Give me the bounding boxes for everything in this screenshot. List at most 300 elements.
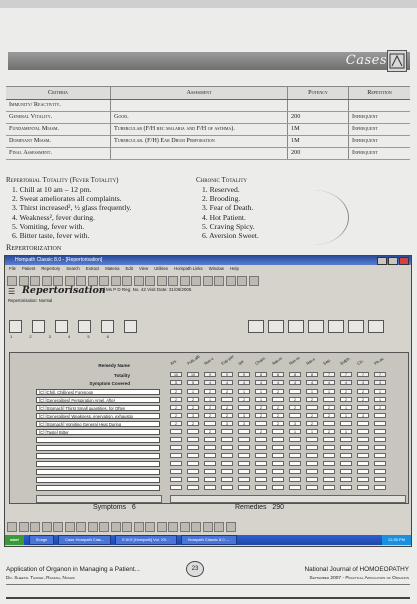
- grade-cell[interactable]: [374, 485, 386, 490]
- grade-cell[interactable]: [306, 453, 318, 458]
- grade-cell[interactable]: 2: [272, 389, 284, 394]
- grade-cell[interactable]: [289, 437, 301, 442]
- toolbar-tool-icon[interactable]: [122, 276, 132, 286]
- remedy-name-label: Remedy Name: [98, 363, 130, 368]
- grade-cell[interactable]: [357, 437, 369, 442]
- action-button[interactable]: [55, 320, 68, 333]
- grade-cell[interactable]: [187, 437, 199, 442]
- grade-cell[interactable]: [323, 421, 335, 426]
- grade-cell[interactable]: [221, 445, 233, 450]
- remedies-summary: Remedies 290: [235, 504, 285, 511]
- grade-cell[interactable]: [323, 397, 335, 402]
- grade-cell[interactable]: [170, 477, 182, 482]
- menu-item[interactable]: Search: [66, 266, 80, 271]
- grade-cell[interactable]: [357, 461, 369, 466]
- grade-cell[interactable]: [374, 437, 386, 442]
- start-button[interactable]: start: [5, 535, 24, 545]
- toolbar-tool-icon[interactable]: [191, 276, 201, 286]
- grade-cell[interactable]: [340, 469, 352, 474]
- grade-cell[interactable]: [306, 437, 318, 442]
- empty-rubric-row[interactable]: [36, 461, 160, 467]
- grade-cell[interactable]: [374, 469, 386, 474]
- empty-rubric-row[interactable]: [36, 477, 160, 483]
- criteria-cell: 1M: [288, 136, 349, 148]
- grade-cell[interactable]: 2: [357, 397, 369, 402]
- patient-meta: Of Ms P D Reg. No. 42 Visit Date: 31/08/2006: [100, 287, 192, 292]
- grade-cell[interactable]: [272, 477, 284, 482]
- remedy-column-header[interactable]: Cic.: [356, 357, 365, 366]
- top-band: [0, 0, 417, 8]
- footer-rule: [6, 584, 410, 585]
- col-assesment: Assesment: [111, 87, 288, 100]
- grade-cell[interactable]: [323, 477, 335, 482]
- col-repetition: Repetition: [349, 87, 411, 100]
- grade-cell[interactable]: 1: [340, 405, 352, 410]
- grade-cell[interactable]: [204, 421, 216, 426]
- grade-cell[interactable]: [170, 445, 182, 450]
- remedy-column-header[interactable]: Nat-m: [271, 355, 283, 366]
- bottom-tool-icon[interactable]: [180, 522, 190, 532]
- grade-cell[interactable]: [323, 445, 335, 450]
- bottom-tool-icon[interactable]: [111, 522, 121, 532]
- close-button[interactable]: [399, 257, 409, 265]
- covered-cell: 5: [170, 380, 182, 385]
- grade-cell[interactable]: [272, 437, 284, 442]
- grade-cell[interactable]: 2: [306, 421, 318, 426]
- grade-cell[interactable]: [221, 429, 233, 434]
- grade-cell[interactable]: 2: [238, 397, 250, 402]
- grade-cell[interactable]: 1: [340, 429, 352, 434]
- grade-cell[interactable]: [238, 469, 250, 474]
- bottom-tool-icon[interactable]: [226, 522, 236, 532]
- grade-cell[interactable]: 2: [289, 397, 301, 402]
- bottom-tool-icon[interactable]: [76, 522, 86, 532]
- grade-cell[interactable]: [255, 485, 267, 490]
- grade-cell[interactable]: [255, 453, 267, 458]
- grade-cell[interactable]: 2: [204, 405, 216, 410]
- menu-item[interactable]: Utilities: [154, 266, 169, 271]
- remedy-column-header[interactable]: Sep.: [322, 357, 332, 366]
- grade-cell[interactable]: [221, 461, 233, 466]
- grade-cell[interactable]: 3: [221, 421, 233, 426]
- grade-cell[interactable]: 1: [255, 397, 267, 402]
- bottom-tool-icon[interactable]: [42, 522, 52, 532]
- grade-cell[interactable]: 2: [323, 413, 335, 418]
- grade-cell[interactable]: [306, 469, 318, 474]
- grade-cell[interactable]: [357, 445, 369, 450]
- grid-tool-button[interactable]: [248, 320, 264, 333]
- grade-cell[interactable]: [187, 461, 199, 466]
- grade-cell[interactable]: [255, 469, 267, 474]
- grade-cell[interactable]: [204, 445, 216, 450]
- toolbar-tool-icon[interactable]: [157, 276, 167, 286]
- bottom-tool-icon[interactable]: [145, 522, 155, 532]
- grade-cell[interactable]: [374, 453, 386, 458]
- grade-cell[interactable]: [289, 469, 301, 474]
- grade-cell[interactable]: 2: [374, 405, 386, 410]
- menu-icon[interactable]: ☰: [8, 287, 16, 296]
- grade-cell[interactable]: 2: [340, 397, 352, 402]
- grade-cell[interactable]: [221, 485, 233, 490]
- criteria-cell: [111, 100, 288, 112]
- grade-cell[interactable]: [357, 485, 369, 490]
- action-button[interactable]: [101, 320, 114, 333]
- grade-cell[interactable]: [289, 453, 301, 458]
- grade-cell[interactable]: [238, 485, 250, 490]
- taskbar-task[interactable]: E:\KS [Hompath] Vol. XX...: [115, 535, 176, 545]
- bottom-tool-icon[interactable]: [30, 522, 40, 532]
- bottom-tool-icon[interactable]: [168, 522, 178, 532]
- remedy-column-header[interactable]: Nux-m: [288, 355, 301, 366]
- bottom-tool-icon[interactable]: [203, 522, 213, 532]
- remedy-column-header[interactable]: Sulph.: [339, 355, 352, 366]
- grade-cell[interactable]: [323, 437, 335, 442]
- grade-cell[interactable]: [255, 437, 267, 442]
- grade-cell[interactable]: [204, 477, 216, 482]
- grade-cell[interactable]: [374, 421, 386, 426]
- grade-cell[interactable]: [323, 469, 335, 474]
- remedy-column-header[interactable]: Ph-ac: [373, 355, 385, 366]
- grade-cell[interactable]: [340, 421, 352, 426]
- criteria-cell: Tubercular. (F/H) Ear Drum Perforation: [111, 136, 288, 148]
- grade-cell[interactable]: [306, 477, 318, 482]
- grade-cell[interactable]: [204, 461, 216, 466]
- grade-cell[interactable]: [170, 485, 182, 490]
- grade-cell[interactable]: [204, 437, 216, 442]
- grid-tool-button[interactable]: [288, 320, 304, 333]
- bottom-tool-icon[interactable]: [88, 522, 98, 532]
- toolbar-tool-icon[interactable]: [180, 276, 190, 286]
- grade-cell[interactable]: [187, 445, 199, 450]
- panel-title: Repertorisation: [22, 285, 106, 296]
- grade-cell[interactable]: [374, 445, 386, 450]
- grade-cell[interactable]: 1: [204, 397, 216, 402]
- remedy-column-header[interactable]: Cham.: [254, 355, 267, 366]
- grade-cell[interactable]: [238, 461, 250, 466]
- grade-cell[interactable]: [255, 421, 267, 426]
- toolbar-tool-icon[interactable]: [7, 276, 17, 286]
- bottom-tool-icon[interactable]: [65, 522, 75, 532]
- grade-cell[interactable]: 2: [255, 413, 267, 418]
- grade-cell[interactable]: [221, 397, 233, 402]
- grade-cell[interactable]: 2: [272, 413, 284, 418]
- menu-item[interactable]: Hompath Links: [174, 266, 203, 271]
- footer-issue: September 2007 - Practical Application of Organon: [309, 576, 409, 581]
- rubric-scrollbar[interactable]: [36, 495, 162, 503]
- action-button[interactable]: [78, 320, 91, 333]
- grade-cell[interactable]: [238, 429, 250, 434]
- chronic-totality-title: Chronic Totality: [196, 176, 247, 184]
- software-screenshot: [4, 255, 412, 547]
- grade-cell[interactable]: [289, 485, 301, 490]
- action-button[interactable]: [9, 320, 22, 333]
- decorative-arc: [278, 190, 349, 245]
- rubric-row[interactable]: [C] [Generalities] Weakness, enervation, exhaustio: [36, 413, 160, 419]
- grade-cell[interactable]: 2: [323, 405, 335, 410]
- rubric-row[interactable]: [C] [Generalities] Perspiration Amel. After: [36, 397, 160, 403]
- window-title: Hompath Classic 8.0 - [Repertorisation]: [15, 257, 103, 263]
- grade-cell[interactable]: 2: [204, 429, 216, 434]
- grade-cell[interactable]: [272, 453, 284, 458]
- grade-cell[interactable]: 1: [374, 389, 386, 394]
- grade-cell[interactable]: [306, 445, 318, 450]
- menu-item[interactable]: Extract: [85, 266, 100, 271]
- grade-cell[interactable]: [187, 477, 199, 482]
- empty-rubric-row[interactable]: [36, 445, 160, 451]
- grade-cell[interactable]: 2: [170, 397, 182, 402]
- grid-tool-button[interactable]: [268, 320, 284, 333]
- grade-cell[interactable]: [170, 469, 182, 474]
- totality-cell: 8: [289, 372, 301, 377]
- grade-cell[interactable]: 2: [323, 429, 335, 434]
- criteria-cell: 200: [288, 148, 349, 160]
- grade-cell[interactable]: [374, 429, 386, 434]
- grade-cell[interactable]: [221, 477, 233, 482]
- toolbar-tool-icon[interactable]: [226, 276, 236, 286]
- grade-cell[interactable]: [323, 485, 335, 490]
- grade-cell[interactable]: [306, 461, 318, 466]
- grade-cell[interactable]: 1: [255, 389, 267, 394]
- grade-cell[interactable]: 2: [221, 413, 233, 418]
- toolbar-tool-icon[interactable]: [237, 276, 247, 286]
- grade-cell[interactable]: 2: [340, 389, 352, 394]
- grade-cell[interactable]: [255, 445, 267, 450]
- remedy-column-header[interactable]: Puls.alb: [186, 353, 201, 366]
- grade-cell[interactable]: 2: [306, 413, 318, 418]
- grade-cell[interactable]: 1: [306, 389, 318, 394]
- grade-cell[interactable]: [340, 453, 352, 458]
- criteria-cell: Infrequent: [349, 136, 411, 148]
- grade-cell[interactable]: 2: [187, 397, 199, 402]
- grade-cell[interactable]: [170, 437, 182, 442]
- grade-cell[interactable]: 1: [238, 389, 250, 394]
- grade-cell[interactable]: [170, 453, 182, 458]
- grade-cell[interactable]: [306, 405, 318, 410]
- empty-rubric-row[interactable]: [36, 453, 160, 459]
- remedy-column-header[interactable]: Nat-s: [305, 356, 316, 366]
- taskbar-task[interactable]: Hompath Classic 8.0 -...: [181, 535, 238, 545]
- grade-cell[interactable]: 2: [357, 389, 369, 394]
- grade-cell[interactable]: [221, 453, 233, 458]
- bottom-tool-icon[interactable]: [214, 522, 224, 532]
- grid-tool-button[interactable]: [328, 320, 344, 333]
- grade-cell[interactable]: [238, 405, 250, 410]
- grade-cell[interactable]: [340, 461, 352, 466]
- remedy-column-header[interactable]: Ipe: [237, 358, 245, 366]
- grade-cell[interactable]: [204, 469, 216, 474]
- rubric-row[interactable]: [C] [Taste] Bitter: [36, 429, 160, 435]
- grade-cell[interactable]: 2: [170, 413, 182, 418]
- action-button[interactable]: [124, 320, 137, 333]
- grade-cell[interactable]: [187, 429, 199, 434]
- grade-cell[interactable]: [340, 477, 352, 482]
- grade-cell[interactable]: 2: [272, 405, 284, 410]
- grade-cell[interactable]: 2: [272, 421, 284, 426]
- grade-cell[interactable]: 1: [306, 429, 318, 434]
- grade-cell[interactable]: [357, 429, 369, 434]
- bottom-tool-icon[interactable]: [134, 522, 144, 532]
- grade-cell[interactable]: [289, 413, 301, 418]
- grade-cell[interactable]: [374, 413, 386, 418]
- col-potency: Potency: [288, 87, 349, 100]
- action-button[interactable]: [32, 320, 45, 333]
- toolbar-tool-icon[interactable]: [134, 276, 144, 286]
- toolbar-tool-icon[interactable]: [203, 276, 213, 286]
- covered-cell: 4: [221, 380, 233, 385]
- bottom-tool-icon[interactable]: [99, 522, 109, 532]
- toolbar-tool-icon[interactable]: [145, 276, 155, 286]
- toolbar-tool-icon[interactable]: [168, 276, 178, 286]
- grade-cell[interactable]: 2: [170, 421, 182, 426]
- grade-cell[interactable]: [340, 437, 352, 442]
- remedy-scrollbar[interactable]: [170, 495, 406, 503]
- grade-cell[interactable]: [238, 437, 250, 442]
- grade-cell[interactable]: [221, 469, 233, 474]
- grade-cell[interactable]: 3: [187, 413, 199, 418]
- grade-cell[interactable]: [306, 485, 318, 490]
- grade-cell[interactable]: 2: [289, 405, 301, 410]
- grade-cell[interactable]: [272, 429, 284, 434]
- grade-cell[interactable]: 1: [374, 397, 386, 402]
- rubric-row[interactable]: [C] [Stomach] Vomiting General Heat During: [36, 421, 160, 427]
- maximize-button[interactable]: [388, 257, 398, 265]
- criteria-table: [6, 86, 410, 160]
- grade-cell[interactable]: 2: [187, 421, 199, 426]
- grade-cell[interactable]: 2: [221, 405, 233, 410]
- grade-cell[interactable]: [357, 405, 369, 410]
- bottom-tool-icon[interactable]: [191, 522, 201, 532]
- grade-cell[interactable]: 2: [306, 397, 318, 402]
- covered-cell: 5: [187, 380, 199, 385]
- grade-cell[interactable]: [272, 469, 284, 474]
- grade-cell[interactable]: [170, 429, 182, 434]
- covered-cell: 4: [340, 380, 352, 385]
- grade-cell[interactable]: [340, 445, 352, 450]
- menu-item[interactable]: Help: [230, 266, 239, 271]
- grade-cell[interactable]: [357, 421, 369, 426]
- grade-cell[interactable]: 2: [255, 429, 267, 434]
- grade-cell[interactable]: [238, 453, 250, 458]
- empty-rubric-row[interactable]: [36, 437, 160, 443]
- remedy-column-header[interactable]: Eup-per: [220, 353, 235, 366]
- grade-cell[interactable]: [272, 445, 284, 450]
- grade-cell[interactable]: [272, 397, 284, 402]
- toolbar-tool-icon[interactable]: [111, 276, 121, 286]
- bottom-tool-icon[interactable]: [7, 522, 17, 532]
- empty-rubric-row[interactable]: [36, 469, 160, 475]
- grade-cell[interactable]: [357, 453, 369, 458]
- grade-cell[interactable]: [289, 389, 301, 394]
- menu-item[interactable]: Repertory: [41, 266, 61, 271]
- grade-cell[interactable]: 2: [221, 389, 233, 394]
- menu-item[interactable]: Window: [208, 266, 225, 271]
- grade-cell[interactable]: 3: [357, 413, 369, 418]
- grade-cell[interactable]: [255, 461, 267, 466]
- bottom-tool-icon[interactable]: [122, 522, 132, 532]
- grade-cell[interactable]: [221, 437, 233, 442]
- minimize-button[interactable]: [377, 257, 387, 265]
- taskbar-task[interactable]: Songs: [29, 535, 54, 545]
- grade-cell[interactable]: [357, 469, 369, 474]
- toolbar-tool-icon[interactable]: [214, 276, 224, 286]
- menu-item[interactable]: File: [9, 266, 16, 271]
- grid-tool-button[interactable]: [348, 320, 364, 333]
- grade-cell[interactable]: [238, 445, 250, 450]
- totality-cell: 8: [255, 372, 267, 377]
- menu-item[interactable]: Materia: [105, 266, 120, 271]
- grade-cell[interactable]: [289, 477, 301, 482]
- covered-cell: 4: [272, 380, 284, 385]
- toolbar-tool-icon[interactable]: [249, 276, 259, 286]
- grid-tool-button[interactable]: [308, 320, 324, 333]
- list-item: 5. Vomiting, fever with.: [12, 221, 85, 231]
- grade-cell[interactable]: 1: [289, 429, 301, 434]
- grade-cell[interactable]: 1: [340, 413, 352, 418]
- remedy-column-header[interactable]: Nux-v: [203, 355, 215, 366]
- grade-cell[interactable]: 2: [187, 405, 199, 410]
- rubric-row[interactable]: [C] [Stomach] Thirst Small quantities, for Often: [36, 405, 160, 411]
- menu-item[interactable]: Edit: [125, 266, 133, 271]
- grade-cell[interactable]: [323, 461, 335, 466]
- grade-cell[interactable]: [272, 485, 284, 490]
- symptoms-summary: Symptoms 6: [93, 504, 136, 511]
- bottom-tool-icon[interactable]: [19, 522, 29, 532]
- grade-cell[interactable]: 1: [323, 389, 335, 394]
- grade-cell[interactable]: [374, 477, 386, 482]
- grade-cell[interactable]: 3: [289, 421, 301, 426]
- grade-cell[interactable]: 2: [204, 413, 216, 418]
- grade-cell[interactable]: [289, 445, 301, 450]
- bottom-tool-icon[interactable]: [53, 522, 63, 532]
- grade-cell[interactable]: 1: [187, 389, 199, 394]
- grade-cell[interactable]: [238, 477, 250, 482]
- grade-cell[interactable]: 3: [238, 413, 250, 418]
- grade-cell[interactable]: [187, 485, 199, 490]
- grid-tool-button[interactable]: [368, 320, 384, 333]
- rubric-row[interactable]: [C] [Chill, Chillines] Forenoon: [36, 389, 160, 395]
- criteria-row: [6, 124, 410, 136]
- grade-cell[interactable]: [255, 477, 267, 482]
- grade-cell[interactable]: [340, 485, 352, 490]
- grade-cell[interactable]: 2: [170, 405, 182, 410]
- grade-cell[interactable]: 2: [204, 389, 216, 394]
- criteria-cell: Final Assessment.: [6, 148, 111, 160]
- grade-cell[interactable]: [204, 485, 216, 490]
- bottom-tool-icon[interactable]: [157, 522, 167, 532]
- grade-cell[interactable]: 2: [255, 405, 267, 410]
- grade-cell[interactable]: [289, 461, 301, 466]
- totality-cell: 10: [187, 372, 199, 377]
- grade-cell[interactable]: [204, 453, 216, 458]
- menu-item[interactable]: View: [138, 266, 149, 271]
- grade-cell[interactable]: [170, 461, 182, 466]
- grade-cell[interactable]: 3: [238, 421, 250, 426]
- grade-cell[interactable]: 2: [170, 389, 182, 394]
- taskbar-task[interactable]: Case Hompath Clas...: [58, 535, 111, 545]
- criteria-cell: Infrequent: [349, 124, 411, 136]
- col-criteria: Criteria: [6, 87, 111, 100]
- grade-cell[interactable]: [272, 461, 284, 466]
- grade-cell[interactable]: [187, 453, 199, 458]
- grade-cell[interactable]: [323, 453, 335, 458]
- grade-cell[interactable]: [187, 469, 199, 474]
- empty-rubric-row[interactable]: [36, 485, 160, 491]
- grade-cell[interactable]: [357, 477, 369, 482]
- grade-cell[interactable]: [374, 461, 386, 466]
- remedy-column-header[interactable]: Ars.: [169, 357, 178, 366]
- menu-item[interactable]: Patient: [21, 266, 36, 271]
- criteria-cell: [288, 100, 349, 112]
